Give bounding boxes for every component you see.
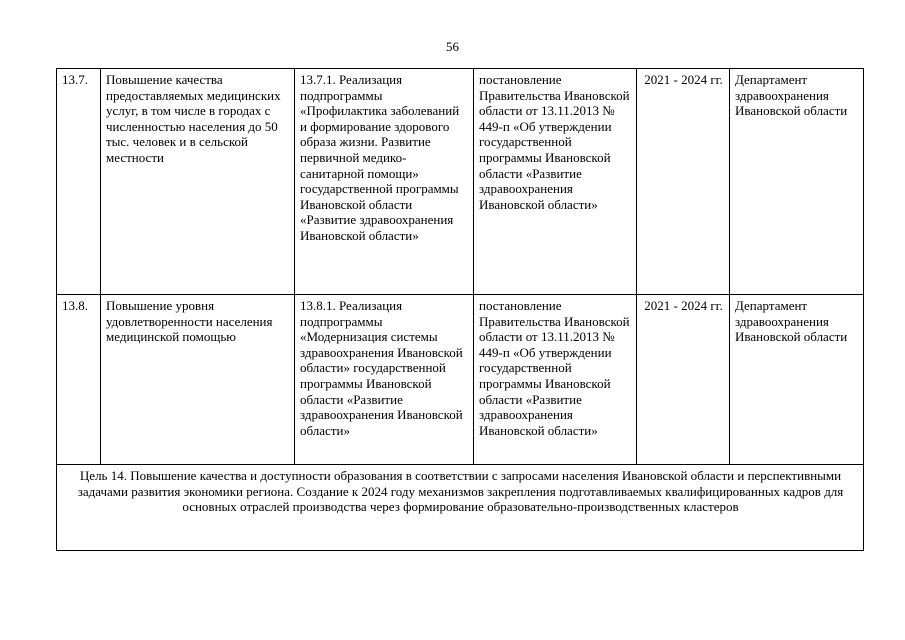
responsible-cell: Департамент здравоохранения Ивановской области bbox=[730, 69, 864, 295]
task-cell: Повышение качества предоставляемых медицинских услуг, в том числе в городах с численностью населения до 50 тыс. человек и в сельской местности bbox=[101, 69, 295, 295]
document-cell: постановление Правительства Ивановской области от 13.11.2013 № 449-п «Об утверждении государственной программы Ивановской области «Развитие здравоохранения Ивановской области» bbox=[474, 69, 637, 295]
measure-cell: 13.8.1. Реализация подпрограммы «Модернизация системы здравоохранения Ивановской области» государственной программы Ивановской области «Развитие здравоохранения Ивановской области» bbox=[295, 295, 474, 465]
row-number: 13.7. bbox=[57, 69, 101, 295]
measure-cell: 13.7.1. Реализация подпрограммы «Профилактика заболеваний и формирование здорового образа жизни. Развитие первичной медико-санитарной помощи» государственной программы Ивановской области «Развитие здравоохранения Ивановской области» bbox=[295, 69, 474, 295]
table-row bbox=[57, 69, 864, 295]
period-cell: 2021 - 2024 гг. bbox=[637, 69, 730, 295]
responsible-cell: Департамент здравоохранения Ивановской области bbox=[730, 295, 864, 465]
page-number: 56 bbox=[446, 39, 459, 54]
goal-text: Цель 14. Повышение качества и доступности образования в соответствии с запросами населения Ивановской области и перспективными задачами развития экономики региона. Создание к 2024 году механизмов закрепления подготавливаемых квалифицированных кадров для основных отраслей производства через формирование образовательно-производственных кластеров bbox=[57, 465, 864, 551]
table-row bbox=[57, 295, 864, 465]
task-cell: Повышение уровня удовлетворенности населения медицинской помощью bbox=[101, 295, 295, 465]
document-cell: постановление Правительства Ивановской области от 13.11.2013 № 449-п «Об утверждении государственной программы Ивановской области «Развитие здравоохранения Ивановской области» bbox=[474, 295, 637, 465]
row-number: 13.8. bbox=[57, 295, 101, 465]
period-cell: 2021 - 2024 гг. bbox=[637, 295, 730, 465]
plan-table bbox=[56, 68, 864, 551]
goal-row bbox=[57, 465, 864, 551]
